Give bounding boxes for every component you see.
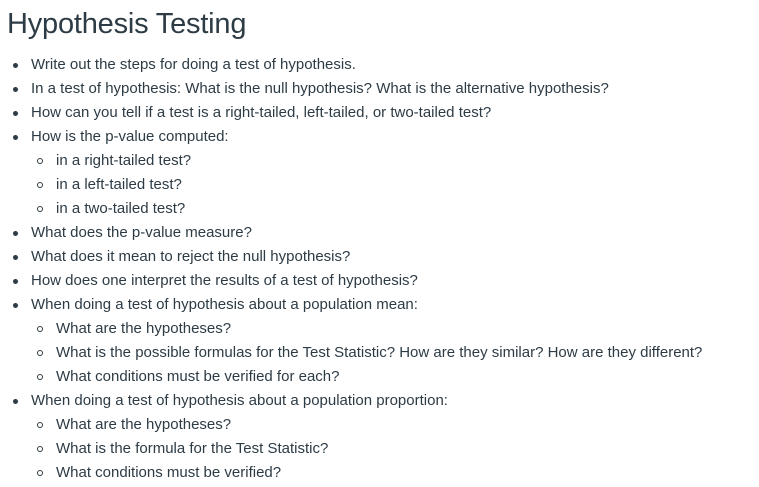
sub-list-item — [31, 365, 759, 389]
bullet-circle-icon — [37, 470, 43, 476]
bullet-disc-icon — [13, 63, 18, 68]
list-item — [7, 77, 759, 101]
list-item-text: How is the p-value computed: — [31, 128, 229, 145]
sub-list-item-text: What is the formula for the Test Statistic? — [56, 440, 329, 457]
bullet-circle-icon — [37, 206, 43, 212]
bullet-disc-icon — [13, 399, 18, 404]
list-item — [7, 269, 759, 293]
bullet-circle-icon — [37, 350, 43, 356]
list-item-text: What does the p-value measure? — [31, 224, 252, 241]
sub-list-item-text: in a right-tailed test? — [56, 152, 192, 169]
bullet-circle-icon — [37, 158, 43, 164]
list-item — [7, 293, 759, 389]
bullet-disc-icon — [13, 231, 18, 236]
list-item — [7, 53, 759, 77]
question-list — [7, 53, 759, 485]
bullet-disc-icon — [13, 135, 18, 140]
bullet-disc-icon — [13, 303, 18, 308]
list-item-text: When doing a test of hypothesis about a population proportion: — [31, 392, 448, 409]
sub-list-item-text: What conditions must be verified for each? — [56, 368, 340, 385]
bullet-circle-icon — [37, 326, 43, 332]
list-item-text: When doing a test of hypothesis about a population mean: — [31, 296, 418, 313]
sub-list-item-text: What is the possible formulas for the Test Statistic? How are they similar? How are they different? — [56, 344, 703, 361]
sub-list-item — [31, 413, 759, 437]
sub-list-item-text: What conditions must be verified? — [56, 464, 282, 481]
list-item-text: Write out the steps for doing a test of hypothesis. — [31, 56, 356, 73]
bullet-disc-icon — [13, 279, 18, 284]
bullet-disc-icon — [13, 111, 18, 116]
sub-list-item — [31, 437, 759, 461]
list-item-text: What does it mean to reject the null hypothesis? — [31, 248, 351, 265]
sub-list — [31, 149, 759, 221]
sub-list-item — [31, 149, 759, 173]
sub-list — [31, 317, 759, 389]
bullet-disc-icon — [13, 255, 18, 260]
list-item — [7, 125, 759, 221]
list-item-text: In a test of hypothesis: What is the null hypothesis? What is the alternative hypothesis? — [31, 80, 609, 97]
list-item — [7, 101, 759, 125]
bullet-circle-icon — [37, 182, 43, 188]
sub-list-item — [31, 461, 759, 485]
sub-list — [31, 413, 759, 485]
list-item-text: How does one interpret the results of a test of hypothesis? — [31, 272, 418, 289]
bullet-disc-icon — [13, 87, 18, 92]
list-item-text: How can you tell if a test is a right-tailed, left-tailed, or two-tailed test? — [31, 104, 492, 121]
sub-list-item — [31, 341, 759, 365]
sub-list-item-text: What are the hypotheses? — [56, 320, 232, 337]
list-item — [7, 221, 759, 245]
sub-list-item — [31, 317, 759, 341]
sub-list-item-text: in a left-tailed test? — [56, 176, 182, 193]
sub-list-item — [31, 173, 759, 197]
sub-list-item — [31, 197, 759, 221]
bullet-circle-icon — [37, 374, 43, 380]
list-item — [7, 389, 759, 485]
bullet-circle-icon — [37, 422, 43, 428]
sub-list-item-text: in a two-tailed test? — [56, 200, 186, 217]
bullet-circle-icon — [37, 446, 43, 452]
page-title: Hypothesis Testing — [7, 8, 247, 40]
list-item — [7, 245, 759, 269]
sub-list-item-text: What are the hypotheses? — [56, 416, 232, 433]
